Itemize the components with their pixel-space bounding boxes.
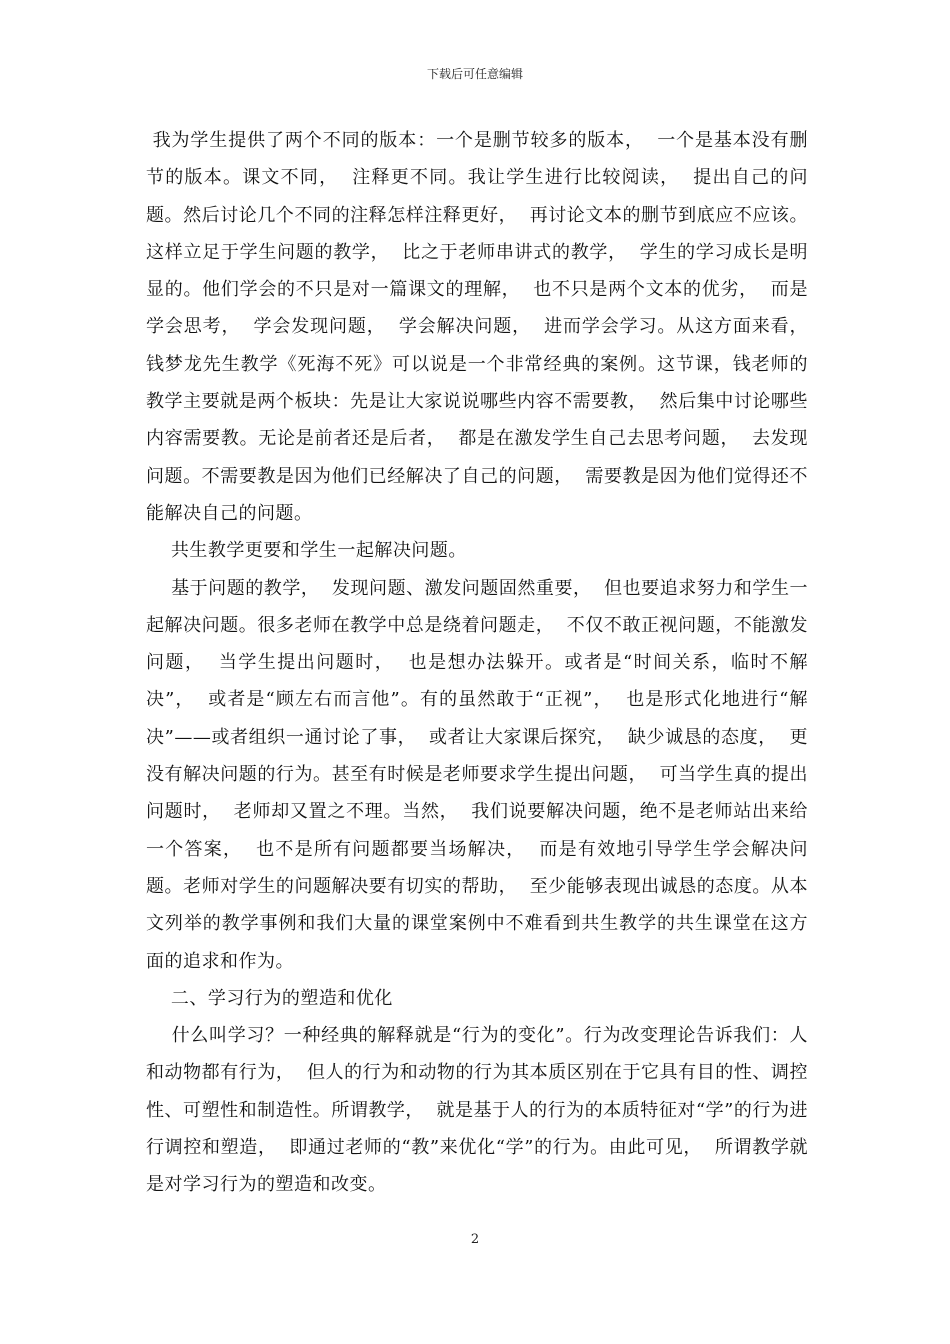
paragraph: 什么叫学习？一种经典的解释就是“行为的变化”。行为改变理论告诉我们：人和动物都有行为， 但人的行为和动物的行为其本质区别在于它具有目的性、调控性、可塑性和制造性。所谓教学， 就是基于人的行为的本质特征对“学”的行为进行调控和塑造， 即通过老师的“教”来优化“学”的行为。由此可见， 所谓教学就是对学习行为的塑造和改变。 [146, 1025, 809, 1196]
paragraph: 我为学生提供了两个不同的版本：一个是删节较多的版本， 一个是基本没有删节的版本。课文不同， 注释更不同。我让学生进行比较阅读， 提出自己的问题。然后讨论几个不同的注释怎样注释更好， 再讨论文本的删节到底应不应该。这样立足于学生问题的教学， 比之于老师串讲式的教学， 学生的学习成长是明显的。他们学会的不只是对一篇课文的理解， 也不只是两个文本的优劣， 而是学会思考， 学会发现问题， 学会解决问题， 进而学会学习。从这方面来看， 钱梦龙先生教学《死海不死》可以说是一个非常经典的案例。这节课，钱老师的教学主要就是两个板块：先是让大家说说哪些内容不需要教， 然后集中讨论哪些内容需要教。无论是前者还是后者， 都是在激发学生自己去思考问题， 去发现问题。不需要教是因为他们已经解决了自己的问题， 需要教是因为他们觉得还不能解决自己的问题。 [146, 130, 821, 524]
paragraph: 共生教学更要和学生一起解决问题。 [146, 540, 467, 562]
page-header: 下载后可任意编辑 [426, 67, 523, 81]
section-heading: 二、学习行为的塑造和优化 [146, 987, 393, 1009]
page-number: 2 [470, 1232, 480, 1247]
document-body [146, 122, 821, 1204]
paragraph: 基于问题的教学， 发现问题、激发问题固然重要， 但也要追求努力和学生一起解决问题。很多老师在教学中总是绕着问题走， 不仅不敢正视问题，不能激发问题， 当学生提出问题时， 也是想办法躲开。或者是“时间关系，临时不解决”， 或者是“顾左右而言他”。有的虽然敢于“正视”， 也是形式化地进行“解决”——或者组织一通讨论了事， 或者让大家课后探究， 缺少诚恳的态度， 更没有解决问题的行为。甚至有时候是老师要求学生提出问题， 可当学生真的提出问题时， 老师却又置之不理。当然， 我们说要解决问题，绝不是老师站出来给一个答案， 也不是所有问题都要当场解决， 而是有效地引导学生学会解决问题。老师对学生的问题解决要有切实的帮助， 至少能够表现出诚恳的态度。从本文列举的教学事例和我们大量的课堂案例中不难看到共生教学的共生课堂在这方面的追求和作为。 [146, 577, 808, 972]
